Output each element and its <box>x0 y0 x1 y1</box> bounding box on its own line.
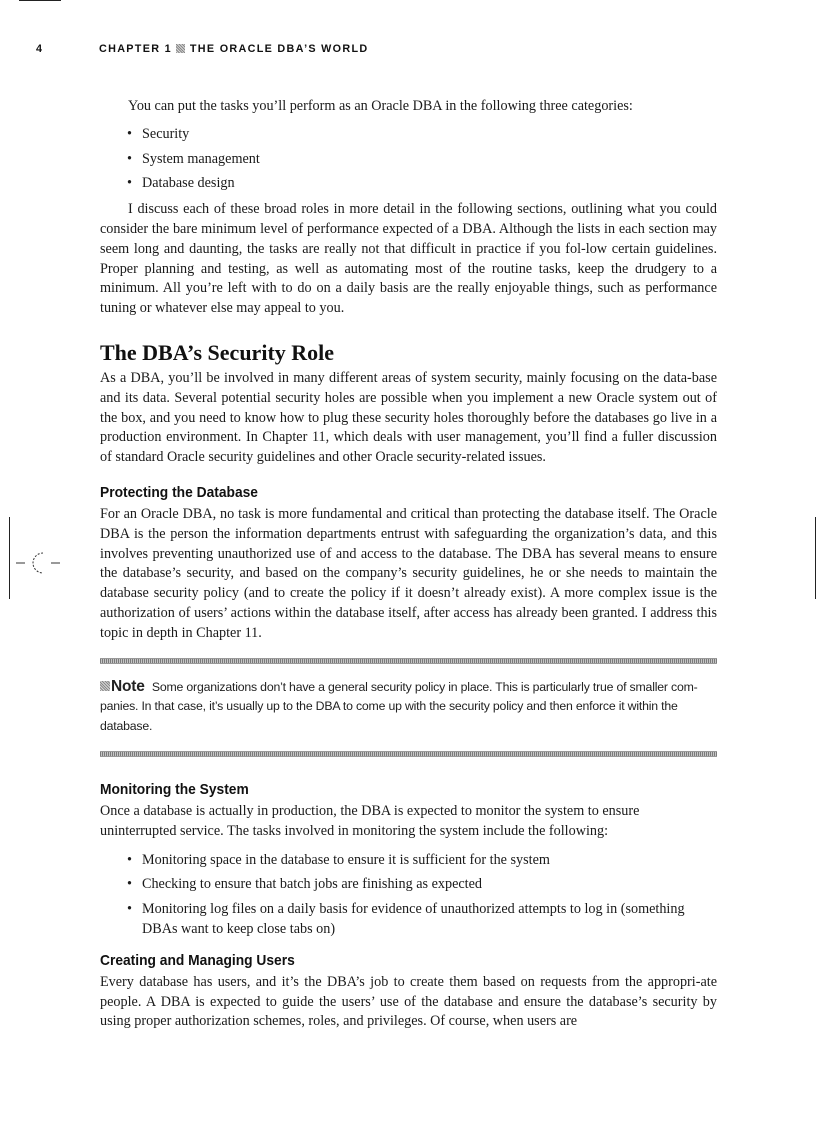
section-heading-security-role: The DBA’s Security Role <box>100 339 335 365</box>
protecting-paragraph: For an Oracle DBA, no task is more fundamental and critical than protecting the database itself. The Oracle DBA is the person the information departments entrust with safeguarding the organization’s data, and this involves preventing unauthorized use of and access to the database. The DBA has several means to ensure the database’s security, and based on the company’s security guidelines, he or she needs to maintain the database security policy (and to create the policy if it doesn’t already exist). A more complex issue is the authorization of users’ actions within the database itself, after access has already been granted. I address this topic in depth in Chapter 11. <box>100 505 717 641</box>
users-paragraph: Every database has users, and it’s the DBA’s job to create them based on requests from the appropri-ate people. A DBA is expected to guide the users’ use of the database and ensure the database’s security by using proper authorization schemes, roles, and privileges. Of course, when users are <box>100 973 717 1030</box>
intro-paragraph: I discuss each of these broad roles in more detail in the following sections, outlining what you could consider the bare minimum level of performance expected of a DBA. Although the lists in each section may seem long and daunting, the tasks are really not that difficult in practice if you fol-low certain guidelines. Proper planning and testing, as well as automating most of the routine tasks, keep the drudgery to a minimum. All you’re left with to do on a daily basis are the really enjoyable things, such as performance tuning or whatever else may appeal to you. <box>100 201 717 317</box>
subheading-monitoring: Monitoring the System <box>100 781 249 799</box>
chapter-number: CHAPTER 1 <box>99 43 172 55</box>
crop-mark-left <box>9 517 10 599</box>
category-list <box>100 125 717 194</box>
registration-mark-icon <box>16 550 62 576</box>
note-bottom-rule <box>100 751 717 757</box>
list-item: • Monitoring space in the database to ensure it is sufficient for the system <box>127 851 717 871</box>
note-box <box>100 658 717 758</box>
note-square-icon <box>100 681 110 691</box>
list-item: • Security <box>127 125 717 145</box>
note-label: Note <box>111 677 145 695</box>
page-number: 4 <box>36 43 44 55</box>
security-role-paragraph: As a DBA, you’ll be involved in many different areas of system security, mainly focusing on the data-base and its data. Several potential security holes are possible when you implement a new Oracle system out of the box, and you need to know how to plug these security holes thoroughly before the databases go live in a production environment. In Chapter 11, which deals with user management, you’ll find a fuller discussion of standard Oracle security guidelines and other Oracle security-related issues. <box>100 369 717 466</box>
intro-lead: You can put the tasks you’ll perform as an Oracle DBA in the following three categories: <box>128 98 633 114</box>
note-text: Some organizations don’t have a general security policy in place. This is particularly true of smaller com-panies. In that case, it’s usually up to the DBA to come up with the security policy and then enforce it within the database. <box>100 679 698 733</box>
list-item: • Checking to ensure that batch jobs are finishing as expected <box>127 875 717 895</box>
subheading-protecting: Protecting the Database <box>100 483 258 501</box>
chapter-title: THE ORACLE DBA’S WORLD <box>189 43 369 55</box>
list-item: • Database design <box>127 174 717 194</box>
list-item: • System management <box>127 150 717 170</box>
monitoring-paragraph: Once a database is actually in production, the DBA is expected to monitor the system to ensure uninterrupted service. The tasks involved in monitoring the system include the following: <box>100 803 640 839</box>
chapter-label <box>99 43 368 55</box>
crop-mark-top <box>19 0 61 1</box>
monitoring-list <box>100 851 717 940</box>
running-head <box>36 43 756 59</box>
subheading-users: Creating and Managing Users <box>100 951 295 969</box>
page-body <box>100 97 717 1032</box>
list-item: • Monitoring log files on a daily basis for evidence of unauthorized attempts to log in (something DBAs want to keep close tabs on) <box>127 900 717 940</box>
note-body <box>100 664 717 752</box>
square-separator-icon <box>176 44 185 53</box>
